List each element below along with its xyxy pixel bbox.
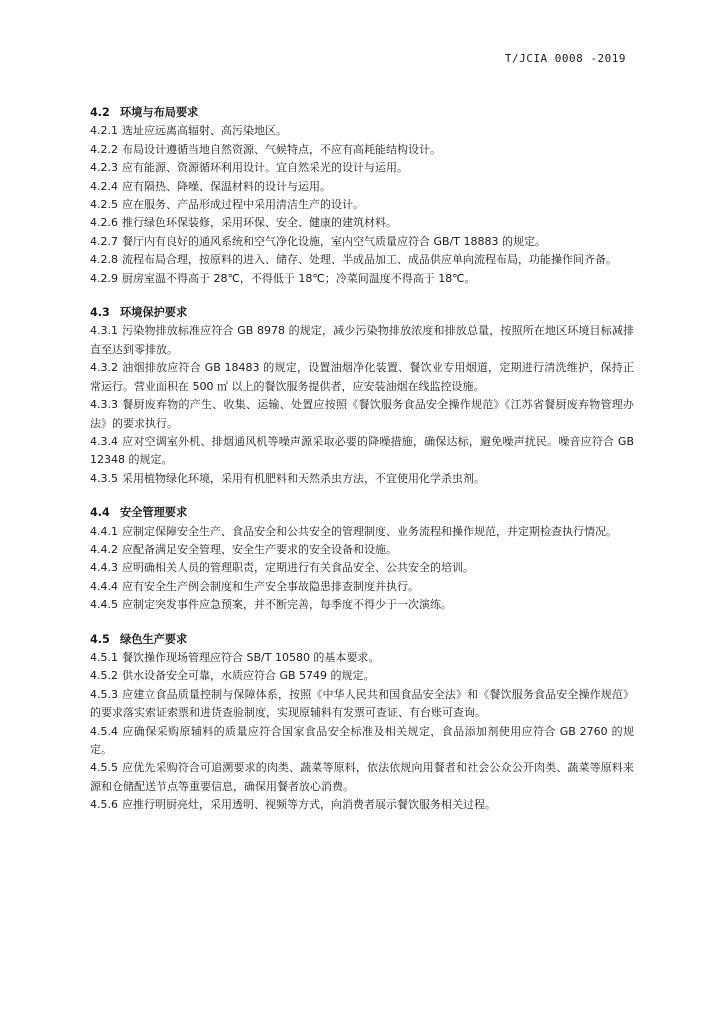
- clause-text: 应确保采购原辅料的质量应符合国家食品安全标准及相关规定，食品添加剂使用应符合 GB 2760 的规定。: [90, 724, 634, 756]
- clause: [90, 723, 634, 760]
- clause: [90, 359, 634, 396]
- clause: [90, 578, 634, 596]
- clause-number: 4.2.2: [90, 142, 118, 156]
- section-4-5: [90, 631, 634, 815]
- clause-number: 4.2.3: [90, 161, 118, 175]
- clause-number: 4.3.5: [90, 471, 118, 485]
- clause-text: 应推行明厨亮灶，采用透明、视频等方式，向消费者展示餐饮服务相关过程。: [122, 798, 496, 812]
- clause-number: 4.4.4: [90, 579, 118, 593]
- clause: [90, 649, 634, 667]
- clause-text: 应优先采购符合可追溯要求的肉类、蔬菜等原料，依法依规向用餐者和社会公众公开肉类、蔬菜等原料来源和仓储配送节点等重要信息，确保用餐者放心消费。: [90, 761, 634, 793]
- clause: [90, 759, 634, 796]
- clause-number: 4.2.7: [90, 234, 118, 248]
- clause-text: 应建立食品质量控制与保障体系，按照《中华人民共和国食品安全法》和《餐饮服务食品安全操作规范》的要求落实索证索票和进货查验制度，实现原辅料有发票可查证、有台账可查询。: [90, 687, 634, 720]
- clause-number: 4.4.5: [90, 598, 118, 612]
- clause-text: 应在服务、产品形成过程中采用清洁生产的设计。: [122, 198, 364, 212]
- clause: [90, 196, 634, 214]
- clause-number: 4.5.4: [90, 724, 118, 738]
- clause-text: 应有能源、资源循环利用设计。宜自然采光的设计与运用。: [122, 161, 408, 175]
- clause: [90, 559, 634, 577]
- clause-number: 4.3.1: [90, 324, 118, 338]
- clause: [90, 523, 634, 541]
- section-heading: [90, 304, 634, 322]
- clause-text: 流程布局合理，按原料的进入、储存、处理、半成品加工、成品供应单向流程布局，功能操作间齐备。: [122, 253, 617, 267]
- clause-number: 4.3.2: [90, 361, 118, 375]
- section-number: 4.2: [90, 106, 110, 119]
- clause-text: 油烟排放应符合 GB 18483 的规定，设置油烟净化装置、餐饮业专用烟道，定期进行清洗维护，保持正常运行。营业面积在 500 ㎡ 以上的餐饮服务提供者，应安装油烟在线监控设施。: [90, 361, 634, 393]
- clause: [90, 396, 634, 433]
- clause: [90, 470, 634, 488]
- clause-text: 应制定保障安全生产、食品安全和公共安全的管理制度、业务流程和操作规范，并定期检查执行情况。: [122, 524, 617, 538]
- clause-text: 应明确相关人员的管理职责，定期进行有关食品安全、公共安全的培训。: [122, 561, 474, 575]
- clause-number: 4.2.1: [90, 124, 118, 138]
- clause-number: 4.2.4: [90, 179, 118, 193]
- clause: [90, 667, 634, 685]
- section-title: 绿色生产要求: [120, 632, 188, 646]
- clause-text: 应制定突发事件应急预案，并不断完善，每季度不得少于一次演练。: [122, 598, 452, 612]
- clause-number: 4.5.1: [90, 650, 118, 664]
- clause-text: 推行绿色环保装修，采用环保、安全、健康的建筑材料。: [122, 216, 397, 230]
- clause-text: 厨房室温不得高于 28℃，不得低于 18℃；冷菜间温度不得高于 18℃。: [122, 271, 476, 285]
- clause-text: 应有隔热、降噪、保温材料的设计与运用。: [122, 179, 331, 193]
- clause-number: 4.2.9: [90, 271, 118, 285]
- clause: [90, 686, 634, 723]
- clause-text: 布局设计遵循当地自然资源、气候特点，不应有高耗能结构设计。: [122, 142, 441, 156]
- clause: [90, 596, 634, 614]
- section-4-2: [90, 104, 634, 288]
- clause-number: 4.5.2: [90, 669, 118, 683]
- clause-text: 采用植物绿化环境，采用有机肥料和天然杀虫方法，不宜使用化学杀虫剂。: [122, 471, 485, 485]
- section-number: 4.5: [90, 632, 110, 646]
- clause-number: 4.2.5: [90, 198, 118, 212]
- section-title: 安全管理要求: [120, 506, 188, 520]
- clause-number: 4.3.4: [90, 434, 118, 448]
- section-heading: [90, 631, 634, 649]
- clause-text: 应有安全生产例会制度和生产安全事故隐患排查制度并执行。: [122, 579, 419, 593]
- clause-number: 4.5.5: [90, 761, 118, 775]
- section-4-4: [90, 504, 634, 614]
- clause-text: 餐饮操作现场管理应符合 SB/T 10580 的基本要求。: [122, 650, 380, 664]
- clause: [90, 251, 634, 269]
- clause: [90, 122, 634, 140]
- clause: [90, 233, 634, 251]
- clause-text: 餐厨废弃物的产生、收集、运输、处置应按照《餐饮服务食品安全操作规范》《江苏省餐厨废弃物管理办法》的要求执行。: [90, 398, 634, 430]
- clause-number: 4.3.3: [90, 398, 118, 412]
- clause-text: 供水设备安全可靠，水质应符合 GB 5749 的规定。: [122, 669, 375, 683]
- clause: [90, 796, 634, 814]
- section-number: 4.3: [90, 306, 110, 320]
- clause-text: 选址应远离高辐射、高污染地区。: [122, 124, 287, 138]
- section-title: 环境与布局要求: [120, 106, 199, 119]
- clause: [90, 159, 634, 177]
- section-title: 环境保护要求: [120, 306, 188, 320]
- section-heading: [90, 104, 634, 122]
- clause-number: 4.5.3: [90, 687, 118, 701]
- section-4-3: [90, 304, 634, 488]
- document-code: T/JCIA 0008 -2019: [504, 52, 626, 65]
- clause-number: 4.2.6: [90, 216, 118, 230]
- clause-text: 污染物排放标准应符合 GB 8978 的规定，减少污染物排放浓度和排放总量，按照所在地区环境目标减排直至达到零排放。: [90, 324, 634, 356]
- clause: [90, 270, 634, 288]
- section-number: 4.4: [90, 506, 110, 520]
- clause-text: 餐厅内有良好的通风系统和空气净化设施，室内空气质量应符合 GB/T 18883 的规定。: [122, 234, 546, 248]
- clause-text: 应对空调室外机、排烟通风机等噪声源采取必要的降噪措施，确保达标，避免噪声扰民。噪音应符合 GB 12348 的规定。: [90, 434, 634, 467]
- document-body: [90, 104, 634, 831]
- clause: [90, 141, 634, 159]
- clause-number: 4.4.2: [90, 542, 118, 556]
- clause-text: 应配备满足安全管理、安全生产要求的安全设备和设施。: [122, 542, 397, 556]
- clause: [90, 541, 634, 559]
- clause-number: 4.5.6: [90, 798, 118, 812]
- clause-number: 4.4.3: [90, 561, 118, 575]
- clause-number: 4.4.1: [90, 524, 118, 538]
- clause: [90, 214, 634, 232]
- clause: [90, 322, 634, 359]
- clause: [90, 433, 634, 470]
- clause-number: 4.2.8: [90, 253, 118, 267]
- section-heading: [90, 504, 634, 522]
- clause: [90, 178, 634, 196]
